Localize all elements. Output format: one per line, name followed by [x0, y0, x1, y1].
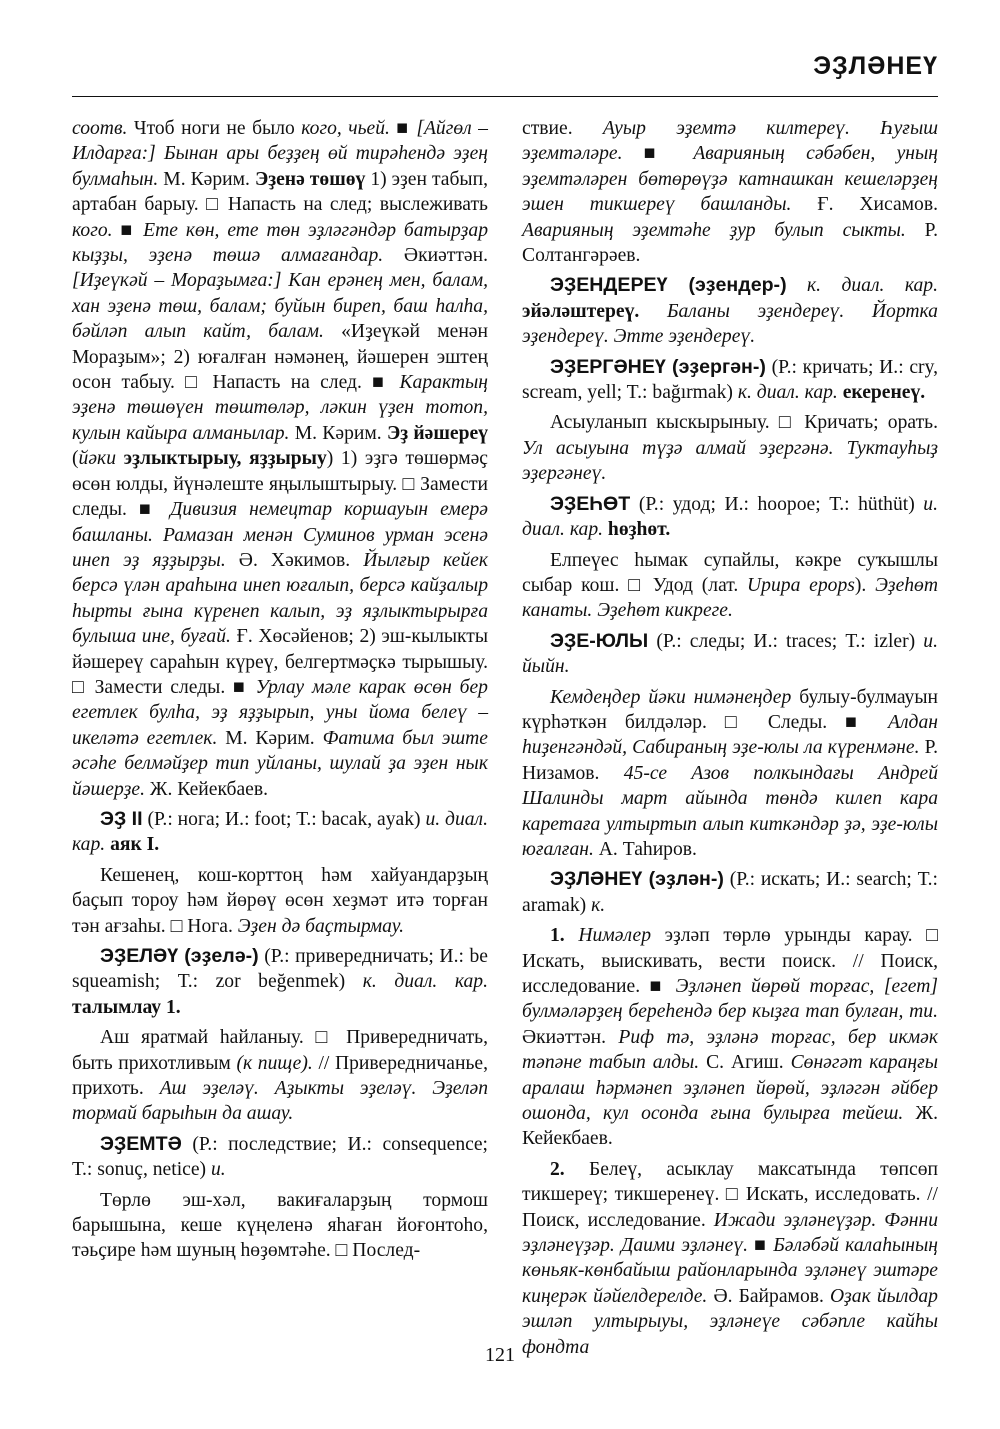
text-run — [116, 448, 124, 469]
text-run: (Р.: кричать; И.: cry, scream, yell; T.: bağırmak) — [522, 356, 938, 404]
dictionary-entry — [72, 807, 488, 858]
text-run: булыу-булмауын күрһәткән билдәләр. □ Следы. ■ — [522, 686, 939, 733]
text-run: Белеү, асыклау максатында төпсөп тикшереү; тикшеренеү. □ Искать, исследовать. // Поиск, исследование. — [522, 1158, 938, 1231]
headword: ЭҘЕРГӘНЕҮ (эҙергән-) — [550, 355, 766, 378]
italic-text: Эҙен дә баҫтырмау. — [237, 915, 405, 937]
headword: ЭҘЕНДЕРЕҮ (эҙендер-) — [550, 274, 787, 297]
text-run: Әкиәттән. — [383, 245, 488, 267]
text-run: Елпеүес һымак супайлы, кәкре суҡышлы сыбар кош. □ Удод (лат. — [522, 549, 938, 596]
bold-term: аяк I. — [110, 834, 160, 856]
italic-text: Йылғыр кейек берсә үлән араһына инеп юғалып, берсә кайҙалыр һырты ғына күренеп калып, эҙ яҙлыктырырға булыша ине, буғай. — [72, 549, 489, 648]
italic-text: Фатима был эште әсәһе белмәйҙер тип уйланы, шулай ҙа эҙен нык йәшерҙе. — [72, 727, 489, 800]
italic-text: и. йыйн. — [522, 630, 938, 678]
bold-term: 2. — [550, 1158, 565, 1180]
italic-text: Карактың эҙенә төшөүен төштөләр, ләкин үҙен тотоп, кулын кайыра алманылар. — [72, 372, 488, 444]
italic-text: Бәләбәй калаһының көньяк-көнбайыш районларында эҙләнеү эштәре киңерәк йәйелдерелде. — [522, 1235, 938, 1307]
italic-text: кого, чьей. — [301, 118, 390, 139]
headword: ЭҘЕЛӘҮ (эҙелә-) — [100, 945, 259, 967]
italic-text: и. диал. кар. — [522, 493, 938, 541]
definition-paragraph — [522, 923, 938, 1152]
text-run: «Иҙеүкәй менән Мораҙым»; 2) юғалған нәмәнең, йәшерен эштең осон табыу. □ Напасть на след. ■ — [72, 321, 488, 394]
text-run: Әкиәттән. — [522, 1026, 619, 1048]
text-run: М. Кәрим. — [289, 422, 387, 444]
dictionary-entry — [72, 1132, 488, 1183]
text-run: Ж. Кейекбаев. — [522, 1103, 939, 1150]
text-run: ( — [72, 448, 79, 470]
italic-text: Сөнәгәт караңғы аралаш һәрмәнеп эҙләнеп йөрөй, эҙләгән әйбер ошонда, кул осонда ғына булырға тейеш. — [522, 1052, 939, 1125]
italic-text: Оҙак йылдар эшләп ултырыуы, эҙләнеүе сәбәпле кайһы фондта — [522, 1285, 938, 1358]
text-run: Чтоб ноги не было — [127, 118, 302, 139]
italic-text: Алдан һиҙенгәндәй, Сабираның эҙе-юлы ла күренмәне. — [522, 711, 938, 759]
text-run: С. Агиш. — [699, 1052, 791, 1074]
italic-text: Ете көн, ете төн эҙләгәндәр батырҙар кыҙҙы, эҙенә төшә алмағандар. — [72, 219, 489, 267]
text-run: ■ — [112, 219, 144, 241]
headword: ЭҘЛӘНЕҮ (эҙлән-) — [550, 868, 724, 891]
text-run: ■ — [747, 1235, 774, 1257]
right-column — [522, 116, 938, 1360]
headword: ЭҘЕҺӨТ — [550, 492, 631, 515]
dictionary-entry — [522, 629, 938, 680]
text-run: (Р.: искать; И.: search; Т.: aramak) — [522, 869, 939, 916]
headword: ЭҘЕ-ЮЛЫ — [550, 629, 649, 652]
text-run: А. Таһиров. — [593, 838, 697, 860]
text-run: (Р.: привередничать; И.: be squeamish; Т.: zor beğenmek) — [72, 946, 488, 993]
italic-text: Риф тә, эҙләнә торғас, бер икмәк тәпәне табып алды. — [522, 1026, 938, 1074]
headword: ЭҘ II — [100, 807, 143, 830]
italic-text: Нимәлер — [578, 925, 651, 947]
header-rule — [72, 96, 938, 97]
text-run: эҙләп төрлө урынды карау. □ Искать, выискивать, вести поиск. // Поиск, исследование. ■ — [522, 925, 938, 997]
bold-term: Эҙенә төшөү — [254, 168, 366, 190]
dictionary-entry — [522, 867, 938, 918]
italic-text: [Айгөл – Илдарға:] Бынан ары беҙҙең өй тирәһендә эҙең булмаһын. — [72, 118, 488, 190]
italic-text: Ул асыуына түҙә алмай эҙергәнә. Туктауһыҙ эҙергәнеү. — [522, 437, 938, 485]
text-run: Ә. Хәкимов. — [225, 549, 364, 571]
bold-term: эйәләштереү. — [522, 300, 640, 322]
text-run — [565, 925, 579, 946]
definition-paragraph — [72, 1188, 488, 1264]
italic-text: кого. — [72, 219, 113, 241]
italic-text: и. диал. кар. — [72, 808, 488, 856]
dictionary-entry — [522, 355, 938, 406]
italic-text: Ижади эҙләнеүҙәр. Фәнни эҙләнеүҙәр. Даими эҙләнеү. — [522, 1209, 939, 1257]
bold-term: һөҙһөт. — [607, 519, 671, 541]
definition-paragraph — [72, 863, 488, 939]
text-run: М. Кәрим. — [158, 168, 255, 190]
italic-text: Эҙләнеп йөрөй торғас, [егет] булмәләрҙең береһендә бер кыҙға тап булған, ти. — [522, 976, 938, 1023]
italic-text: Эҙеһөт канаты. Эҙеһөт кикреге. — [522, 574, 939, 622]
definition-paragraph — [522, 548, 938, 624]
text-run: Ғ. Хисамов. — [791, 194, 938, 216]
italic-text: соотв. — [72, 118, 128, 139]
italic-text: к. диал. кар. — [362, 971, 488, 993]
italic-text: и. — [210, 1159, 226, 1181]
italic-text: Урлау мәле карак өсөн бер егетлек булһа, эҙ яҙҙырып, уны йома белеү – икеләтә егетлек. — [72, 676, 488, 749]
continued-text — [522, 116, 938, 268]
text-run — [787, 275, 807, 296]
italic-text: 45-се Азов полкындағы Андрей Шалинды март айында төндә килеп кара каретаға ултыртып алып киткәндәр ҙә, эҙе-юлы юғалған. — [522, 762, 938, 860]
text-run: Р. Низамов. — [522, 737, 938, 784]
italic-text: Баланы эҙендереү. Йортка эҙендереү. Этте эҙендереү. — [522, 300, 938, 348]
dictionary-entry — [72, 944, 488, 1020]
text-run: (Р.: последствие; И.: consequence; Т.: sonuç, netice) — [72, 1133, 488, 1181]
text-run: М. Кәрим. — [217, 727, 323, 749]
text-run: ) 1) эҙгә төшөрмәҫ өсөн юлды, йүнәлеште яңылыштырыу. □ Замести следы. ■ — [72, 448, 488, 521]
definition-paragraph — [522, 1157, 938, 1360]
definition-paragraph — [72, 1025, 488, 1127]
italic-text: Upира epops — [747, 574, 855, 596]
text-run: (Р.: нога; И.: foot; Т.: bacak, ayak) — [142, 808, 426, 830]
text-run — [639, 301, 667, 322]
italic-text: йәки — [78, 448, 116, 470]
italic-text: (к пище). — [236, 1052, 313, 1074]
definition-paragraph — [522, 410, 938, 486]
text-run: Ә. Байрамов. — [707, 1285, 830, 1307]
bold-term: эҙлыктырыу, яҙҙырыу — [123, 448, 327, 470]
italic-text: [Иҙеүкәй – Мораҙымға:] Кан ерәнең мен, балам, хан эҙенә төш, балам; буйын биреп, баш һалһа, бәйләп алып кайт, балам. — [72, 270, 488, 343]
page-number: 121 — [485, 1344, 515, 1366]
dictionary-entry — [522, 273, 938, 349]
italic-text: к. диал. кар. — [807, 275, 938, 297]
bold-term: Эҙ йәшереү — [386, 422, 488, 444]
text-run: // Привередничанье, прихоть. — [72, 1052, 488, 1100]
bold-term: екеренеү. — [842, 382, 926, 404]
text-run: Кешенең, кош-корттоң һәм хайуандарҙың баҫып тороу һәм йөрөү өсөн хеҙмәт итә торған тән ағзаһы. □ Нога. — [72, 864, 488, 937]
italic-text: Аварияның сәбәбен, уның эҙемтәләрен бөтөрөүҙә катнашкан кешеләрҙең эшен тикшереү башланды. — [522, 143, 938, 216]
italic-text: Кемдеңдер йәки нимәнеңдер — [550, 686, 792, 708]
text-run: Ғ. Хөсәйенов; 2) эш-кылыкты йәшереү сараһын күреү, белгертмәҫкә тырышыу. □ Замести следы. ■ — [72, 626, 489, 698]
italic-text: Дивизия немецтар коршауын емерә башланы. Рамазан менән Суминов урман эсенә инеп эҙ яҙҙырҙы. — [72, 499, 489, 571]
text-run: Ж. Кейекбаев. — [145, 778, 269, 800]
text-run: Аш яратмай һайланыу. □ Привередничать, быть прихотливым — [72, 1027, 488, 1074]
text-run: Асыуланып кыскырыныу. □ Кричать; орать. — [550, 412, 938, 434]
italic-text: к. — [591, 894, 606, 916]
italic-text: Аварияның эҙемтәһе ҙур булып сыкты. — [522, 219, 906, 241]
left-column — [72, 116, 488, 1264]
dictionary-entry — [522, 492, 938, 543]
text-run: ■ — [622, 143, 694, 165]
text-run: ствие. — [522, 118, 603, 139]
running-head: ЭҘЛӘНЕҮ — [813, 52, 938, 80]
definition-paragraph — [522, 685, 938, 863]
text-run: (Р.: удод; И.: hoopoe; Т.: hüthüt) — [630, 493, 924, 515]
text-run: Р. Солтангәрәев. — [522, 219, 938, 267]
bold-term: 1. — [550, 925, 565, 947]
italic-text: к. диал. кар. — [737, 382, 838, 404]
text-run: ■ — [389, 118, 417, 139]
text-run: ). — [854, 574, 876, 596]
italic-text: Аш эҙеләү. Аҙыкты эҙеләү. Эҙеләп тормай барыһын да ашау. — [72, 1078, 489, 1125]
bold-term: талымлау 1. — [72, 996, 181, 1018]
text-run: 1) эҙен табып, артабан барыу. □ Напасть на след; выслеживать — [72, 168, 488, 216]
text-run: (Р.: следы; И.: traces; Т.: izler) — [648, 630, 924, 652]
italic-text: Ауыр эҙемтә килтереү. Һуғыш эҙемтәләре. — [522, 118, 938, 165]
text-run: Төрлө эш-хәл, вакиғаларҙың тормош барышына, кеше күңеленә яһаған йоғонтоһо, тәьҫире һәм шуның һөҙөмтәһе. □ Послед- — [72, 1189, 488, 1262]
continued-text — [72, 116, 488, 802]
headword: ЭҘЕМТӘ — [100, 1132, 182, 1155]
